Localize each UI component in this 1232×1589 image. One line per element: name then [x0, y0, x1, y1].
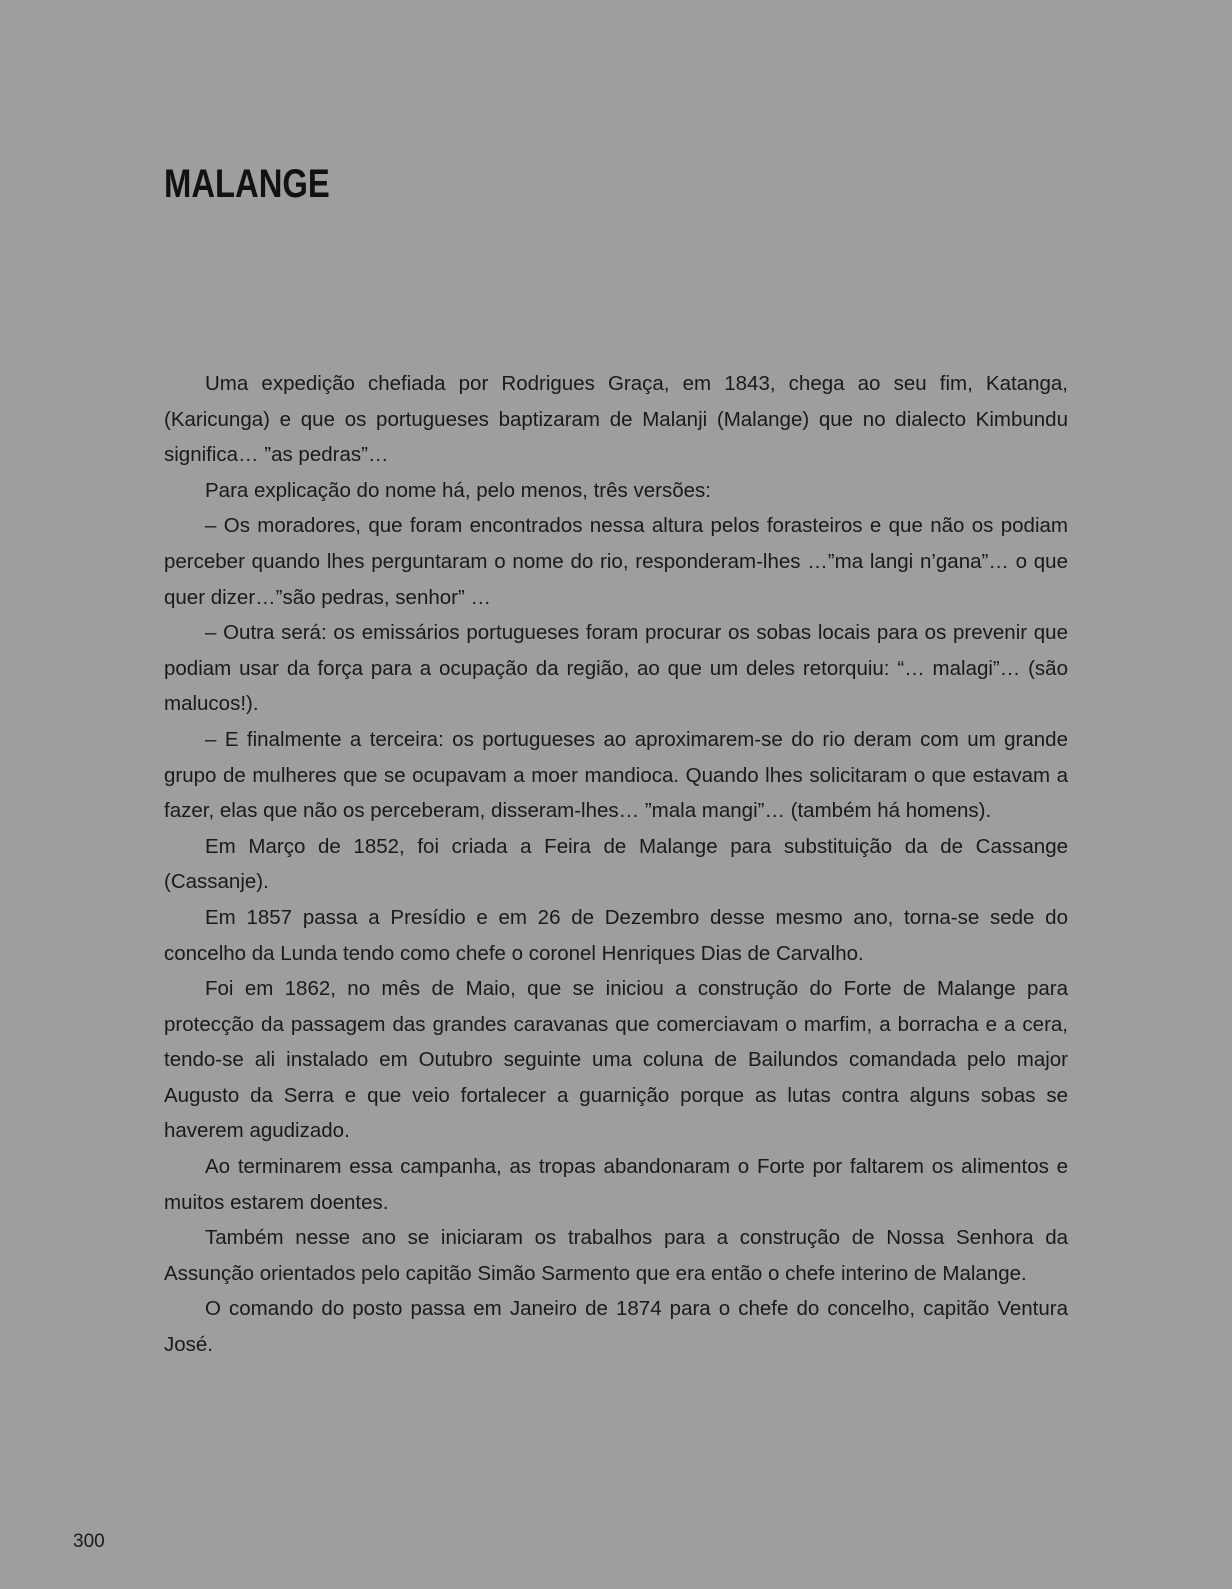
body-text — [164, 366, 1068, 1363]
paragraph: Em Março de 1852, foi criada a Feira de Malange para substituição da de Cassange (Cassanje). — [164, 834, 1068, 894]
paragraph: Ao terminarem essa campanha, as tropas abandonaram o Forte por faltarem os alimentos e muitos estarem doentes. — [164, 1155, 1068, 1214]
paragraph: Em 1857 passa a Presídio e em 26 de Dezembro desse mesmo ano, torna-se sede do concelho da Lunda tendo como chefe o coronel Henriques Dias de Carvalho. — [164, 905, 1068, 965]
page-number: 300 — [73, 1531, 105, 1552]
paragraph: Também nesse ano se iniciaram os trabalhos para a construção de Nossa Senhora da Assunção orientados pelo capitão Simão Sarmento que era então o chefe interino de Malange. — [164, 1226, 1068, 1285]
paragraph: Para explicação do nome há, pelo menos, três versões: — [205, 478, 711, 502]
paragraph: – Outra será: os emissários portugueses foram procurar os sobas locais para os prevenir que podiam usar da força para a ocupação da região, ao que um deles retorquiu: “… malagi”… (são malucos!). — [164, 621, 1068, 716]
paragraph: – Os moradores, que foram encontrados nessa altura pelos forasteiros e que não os podiam perceber quando lhes perguntaram o nome do rio, responderam-lhes …”ma langi n’gana”… o que quer dizer…”são pedras, senhor” … — [164, 514, 1068, 609]
page-title: MALANGE — [164, 162, 330, 206]
paragraph: – E finalmente a terceira: os portugueses ao aproximarem-se do rio deram com um grande grupo de mulheres que se ocupavam a moer mandioca. Quando lhes solicitaram o que estavam a fazer, elas que não os perceberam, disseram-lhes… ”mala mangi”… (também há homens). — [164, 727, 1068, 823]
paragraph: Uma expedição chefiada por Rodrigues Graça, em 1843, chega ao seu fim, Katanga, (Karicunga) e que os portugueses baptizaram de Malanji (Malange) que no dialecto Kimbundu significa… ”as pedras”… — [164, 372, 1068, 467]
paragraph: Foi em 1862, no mês de Maio, que se iniciou a construção do Forte de Malange para protecção da passagem das grandes caravanas que comerciavam o marfim, a borracha e a cera, tendo-se ali instalado em Outubro seguinte uma coluna de Bailundos comandada pelo major Augusto da Serra e que veio fortalecer a guarnição porque as lutas contra alguns sobas se haverem agudizado. — [164, 977, 1068, 1143]
paragraph: O comando do posto passa em Janeiro de 1874 para o chefe do concelho, capitão Ventura José. — [164, 1297, 1068, 1357]
